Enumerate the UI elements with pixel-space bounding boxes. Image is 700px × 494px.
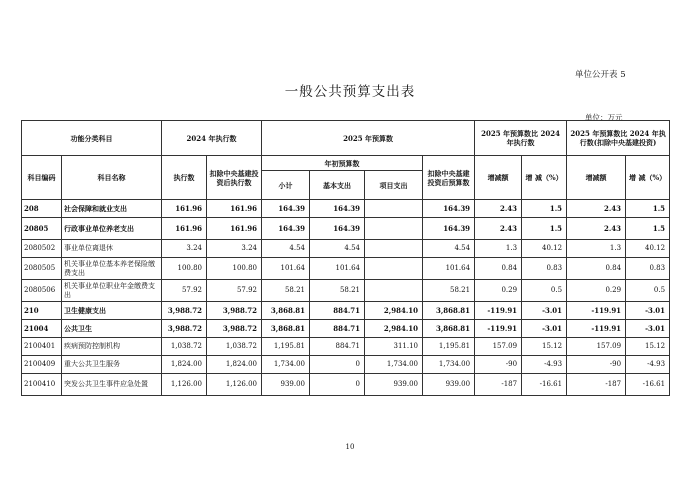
cell-inc-amt-2: 0.84 (567, 258, 626, 280)
header-row-1 (22, 121, 670, 156)
cell-code: 208 (22, 200, 62, 218)
cell-subtotal: 101.64 (262, 258, 310, 280)
cell-project (365, 200, 423, 218)
cell-exec-excl: 3,988.72 (207, 302, 262, 320)
cell-exec-excl: 1,824.00 (207, 356, 262, 374)
cell-exec: 1,038.72 (162, 338, 207, 356)
cell-code: 2100410 (22, 374, 62, 396)
cell-name: 行政事业单位养老支出 (62, 218, 162, 240)
cell-basic: 0 (310, 356, 365, 374)
cell-exec: 3,988.72 (162, 302, 207, 320)
cell-name: 机关事业单位职业年金缴费支出 (62, 280, 162, 302)
cell-budget-excl: 58.21 (423, 280, 475, 302)
cell-inc-pct: -4.93 (522, 356, 567, 374)
cell-exec-excl: 3.24 (207, 240, 262, 258)
page-title: 一般公共预算支出表 (284, 84, 416, 100)
cell-inc-amt-2: 2.43 (567, 218, 626, 240)
cell-project (365, 280, 423, 302)
table-row (22, 374, 670, 396)
cell-budget-excl: 1,734.00 (423, 356, 475, 374)
cell-exec-excl: 1,126.00 (207, 374, 262, 396)
cell-inc-pct-2: -16.61 (626, 374, 670, 396)
cell-inc-pct-2: 1.5 (626, 218, 670, 240)
cell-budget-excl: 1,195.81 (423, 338, 475, 356)
cell-inc-amt: -187 (475, 374, 522, 396)
cell-name: 重大公共卫生服务 (62, 356, 162, 374)
cell-project (365, 240, 423, 258)
cell-inc-pct: 1.5 (522, 218, 567, 240)
header-subtotal: 小计 (262, 171, 310, 200)
cell-subtotal: 3,868.81 (262, 320, 310, 338)
cell-name: 事业单位离退休 (62, 240, 162, 258)
cell-inc-pct-2: -3.01 (626, 302, 670, 320)
cell-project: 2,984.10 (365, 302, 423, 320)
cell-name: 卫生健康支出 (62, 302, 162, 320)
cell-exec-excl: 161.96 (207, 200, 262, 218)
cell-inc-pct: 0.5 (522, 280, 567, 302)
cell-exec-excl: 100.80 (207, 258, 262, 280)
cell-name: 机关事业单位基本养老保险缴费支出 (62, 258, 162, 280)
cell-exec: 161.96 (162, 218, 207, 240)
cell-subtotal: 164.39 (262, 218, 310, 240)
header-inc-amt-2: 增减额 (567, 156, 626, 200)
cell-inc-amt: 2.43 (475, 218, 522, 240)
table-row (22, 302, 670, 320)
cell-inc-amt-2: 157.09 (567, 338, 626, 356)
cell-budget-excl: 164.39 (423, 200, 475, 218)
table-row (22, 356, 670, 374)
header-compare-exec-excl: 2025 年预算数比 2024 年执行数(扣除中央基建投资) (567, 121, 670, 156)
cell-code: 2100401 (22, 338, 62, 356)
cell-project: 939.00 (365, 374, 423, 396)
cell-basic: 884.71 (310, 320, 365, 338)
cell-name: 疾病预防控制机构 (62, 338, 162, 356)
cell-subtotal: 1,195.81 (262, 338, 310, 356)
cell-code: 2080505 (22, 258, 62, 280)
header-exec-2024: 2024 年执行数 (162, 121, 262, 156)
cell-budget-excl: 164.39 (423, 218, 475, 240)
header-code: 科目编码 (22, 156, 62, 200)
header-exec-excl: 扣除中央基建投资后执行数 (207, 156, 262, 200)
cell-inc-amt: -90 (475, 356, 522, 374)
cell-inc-pct: -3.01 (522, 320, 567, 338)
cell-subtotal: 3,868.81 (262, 302, 310, 320)
cell-subtotal: 58.21 (262, 280, 310, 302)
cell-exec-excl: 3,988.72 (207, 320, 262, 338)
cell-inc-amt-2: 2.43 (567, 200, 626, 218)
table-row (22, 338, 670, 356)
cell-inc-amt: 2.43 (475, 200, 522, 218)
table-row (22, 240, 670, 258)
cell-inc-amt-2: -119.91 (567, 320, 626, 338)
cell-exec: 100.80 (162, 258, 207, 280)
cell-exec: 3,988.72 (162, 320, 207, 338)
cell-inc-amt-2: -119.91 (567, 302, 626, 320)
cell-budget-excl: 4.54 (423, 240, 475, 258)
cell-exec: 1,126.00 (162, 374, 207, 396)
cell-inc-amt-2: 0.29 (567, 280, 626, 302)
cell-inc-pct: 1.5 (522, 200, 567, 218)
cell-inc-amt: -119.91 (475, 320, 522, 338)
cell-subtotal: 939.00 (262, 374, 310, 396)
cell-inc-amt-2: -90 (567, 356, 626, 374)
cell-inc-amt: -119.91 (475, 302, 522, 320)
cell-basic: 884.71 (310, 338, 365, 356)
cell-project: 2,984.10 (365, 320, 423, 338)
cell-exec-excl: 57.92 (207, 280, 262, 302)
cell-inc-amt-2: 1.3 (567, 240, 626, 258)
cell-exec: 3.24 (162, 240, 207, 258)
header-inc-pct: 增 减（%） (522, 156, 567, 200)
header-budget-excl: 扣除中央基建投资后预算数 (423, 156, 475, 200)
cell-subtotal: 4.54 (262, 240, 310, 258)
header-inc-amt: 增减额 (475, 156, 522, 200)
page-number: 10 (345, 443, 355, 451)
cell-inc-pct-2: 0.83 (626, 258, 670, 280)
cell-name: 突发公共卫生事件应急处置 (62, 374, 162, 396)
cell-basic: 0 (310, 374, 365, 396)
header-row-2 (22, 156, 670, 171)
cell-project (365, 258, 423, 280)
cell-inc-amt-2: -187 (567, 374, 626, 396)
cell-inc-amt: 157.09 (475, 338, 522, 356)
cell-exec: 161.96 (162, 200, 207, 218)
cell-inc-pct-2: -3.01 (626, 320, 670, 338)
cell-name: 社会保障和就业支出 (62, 200, 162, 218)
table-row (22, 200, 670, 218)
cell-basic: 884.71 (310, 302, 365, 320)
header-initial-budget: 年初预算数 (262, 156, 423, 171)
cell-inc-pct: 15.12 (522, 338, 567, 356)
table-number-tag: 单位公开表 5 (575, 70, 626, 80)
cell-basic: 4.54 (310, 240, 365, 258)
cell-budget-excl: 101.64 (423, 258, 475, 280)
cell-exec-excl: 1,038.72 (207, 338, 262, 356)
cell-budget-excl: 939.00 (423, 374, 475, 396)
header-func-category: 功能分类科目 (22, 121, 162, 156)
cell-project: 311.10 (365, 338, 423, 356)
cell-exec: 57.92 (162, 280, 207, 302)
cell-inc-pct-2: 40.12 (626, 240, 670, 258)
cell-inc-pct-2: 1.5 (626, 200, 670, 218)
cell-inc-pct: -16.61 (522, 374, 567, 396)
cell-inc-amt: 1.3 (475, 240, 522, 258)
table-row (22, 258, 670, 280)
cell-name: 公共卫生 (62, 320, 162, 338)
table-row (22, 280, 670, 302)
table-row (22, 320, 670, 338)
header-project: 项目支出 (365, 171, 423, 200)
cell-inc-pct-2: -4.93 (626, 356, 670, 374)
cell-subtotal: 164.39 (262, 200, 310, 218)
cell-code: 20805 (22, 218, 62, 240)
header-inc-pct-2: 增 减（%） (626, 156, 670, 200)
budget-expenditure-table (21, 120, 670, 396)
header-budget-2025: 2025 年预算数 (262, 121, 475, 156)
cell-inc-amt: 0.29 (475, 280, 522, 302)
cell-project (365, 218, 423, 240)
cell-budget-excl: 3,868.81 (423, 320, 475, 338)
cell-subtotal: 1,734.00 (262, 356, 310, 374)
header-exec: 执行数 (162, 156, 207, 200)
cell-inc-pct: -3.01 (522, 302, 567, 320)
cell-inc-pct: 40.12 (522, 240, 567, 258)
table-row (22, 218, 670, 240)
header-compare-exec: 2025 年预算数比 2024 年执行数 (475, 121, 567, 156)
cell-basic: 164.39 (310, 218, 365, 240)
cell-code: 2080502 (22, 240, 62, 258)
cell-budget-excl: 3,868.81 (423, 302, 475, 320)
cell-project: 1,734.00 (365, 356, 423, 374)
cell-inc-amt: 0.84 (475, 258, 522, 280)
cell-basic: 164.39 (310, 200, 365, 218)
header-basic: 基本支出 (310, 171, 365, 200)
unit-label: 单位：万元 (585, 113, 623, 122)
cell-basic: 58.21 (310, 280, 365, 302)
cell-code: 21004 (22, 320, 62, 338)
cell-inc-pct: 0.83 (522, 258, 567, 280)
cell-exec-excl: 161.96 (207, 218, 262, 240)
cell-inc-pct-2: 0.5 (626, 280, 670, 302)
cell-basic: 101.64 (310, 258, 365, 280)
header-name: 科目名称 (62, 156, 162, 200)
cell-code: 210 (22, 302, 62, 320)
cell-exec: 1,824.00 (162, 356, 207, 374)
cell-code: 2100409 (22, 356, 62, 374)
cell-code: 2080506 (22, 280, 62, 302)
cell-inc-pct-2: 15.12 (626, 338, 670, 356)
